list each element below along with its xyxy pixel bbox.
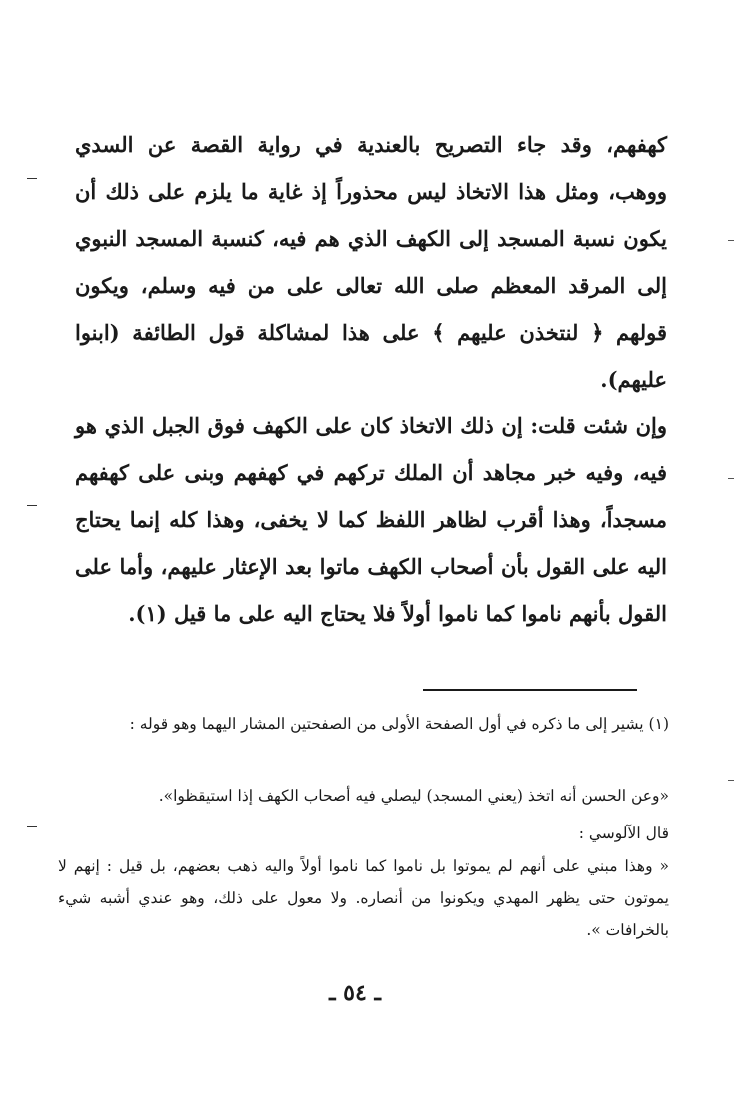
- margin-mark: [728, 478, 734, 479]
- margin-mark: [27, 505, 37, 506]
- footnote-alusi-heading: قال الآلوسي :: [578, 824, 669, 842]
- footnote-separator: [423, 689, 637, 691]
- footnote-1: (١) يشير إلى ما ذكره في أول الصفحة الأولى من الصفحتين المشار اليهما وهو قوله :: [129, 715, 669, 733]
- margin-mark: [27, 826, 37, 827]
- margin-mark: [27, 178, 37, 179]
- margin-mark: [728, 780, 734, 781]
- body-paragraph-1: كهفهم، وقد جاء التصريح بالعندية في رواية القصة عن السدي ووهب، ومثل هذا الاتخاذ ليس محذوراً إذ غاية ما يلزم على ذلك أن يكون نسبة المسجد إلى الكهف الذي هم فيه، كنسبة المسجد النبوي إلى المرقد المعظم صلى الله تعالى على من فيه وسلم، ويكون قولهم ﴿ لنتخذن عليهم ﴾ على هذا لمشاكلة قول الطائفة (ابنوا عليهم).: [75, 132, 667, 392]
- body-paragraph-2: وإن شئت قلت: إن ذلك الاتخاذ كان على الكهف فوق الجبل الذي هو فيه، وفيه خبر مجاهد أن الملك تركهم في كهفهم وبنى على كهفهم مسجداً، وهذا أقرب لظاهر اللفظ كما لا يخفى، وهذا كله إنما يحتاج اليه على القول بأن أصحاب الكهف ماتوا بعد الإعثار عليهم، وأما على القول بأنهم ناموا كما ناموا أولاً فلا يحتاج اليه على ما قيل (١).: [75, 413, 667, 626]
- page-number: ـ ٥٤ ـ: [329, 980, 381, 1006]
- footnote-quote-hasan: «وعن الحسن أنه اتخذ (يعني المسجد) ليصلي فيه أصحاب الكهف إذا استيقظوا».: [158, 787, 669, 805]
- footnote-alusi-quote: « وهذا مبني على أنهم لم يموتوا بل ناموا كما ناموا أولاً واليه ذهب بعضهم، بل قيل : إنهم لا يموتون حتى يظهر المهدي ويكونوا من أنصاره. ولا معول على ذلك، وهو عندي أشبه شيء بالخرافات ».: [58, 857, 669, 939]
- margin-mark: [728, 240, 734, 241]
